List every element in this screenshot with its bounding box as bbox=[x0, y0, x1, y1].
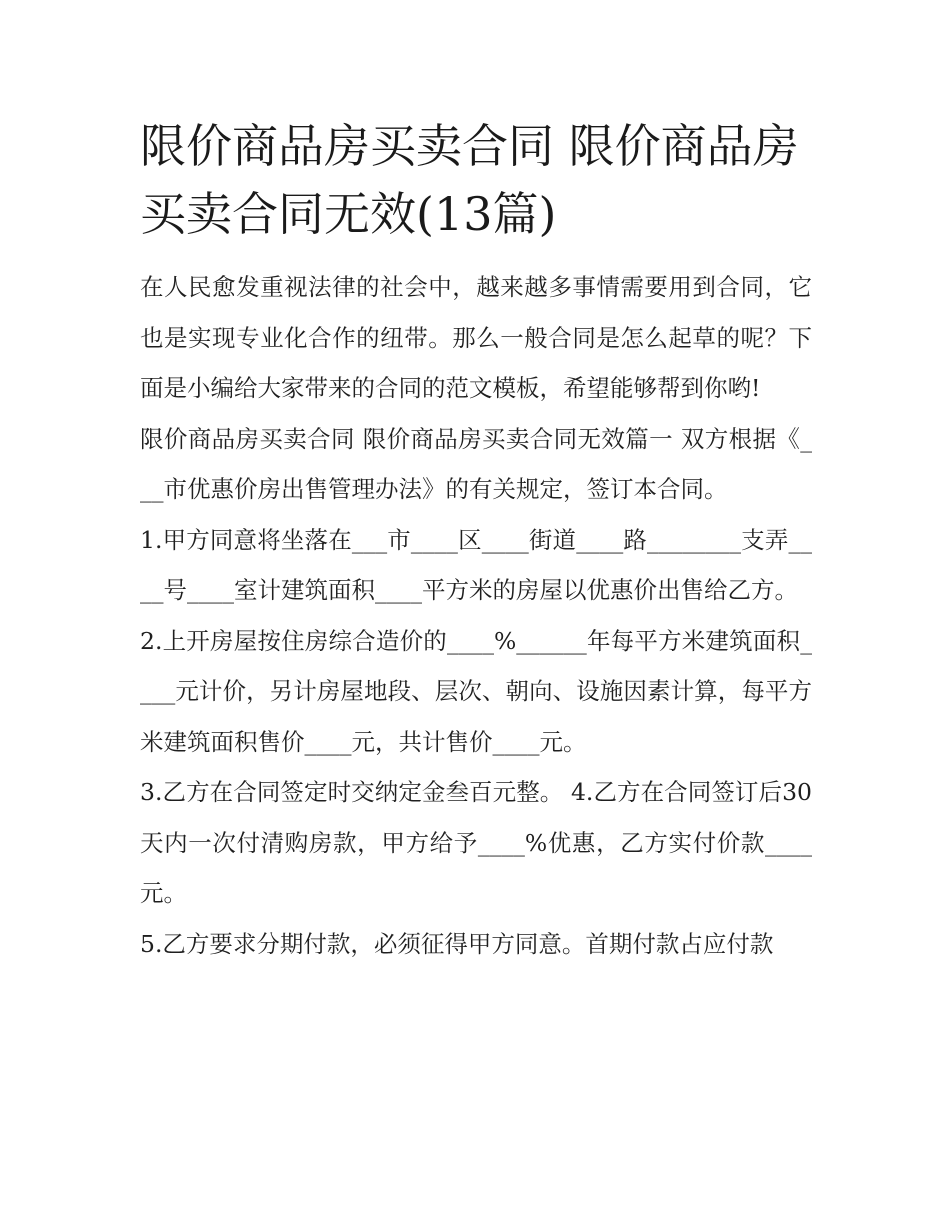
document-title: 限价商品房买卖合同 限价商品房买卖合同无效(13篇) bbox=[140, 119, 799, 241]
clause-3-4-paragraph: 3.乙方在合同签定时交纳定金叁百元整。 4.乙方在合同签订后30天内一次付清购房款，甲方给予____%优惠，乙方实付价款____元。 bbox=[140, 778, 812, 907]
clause-1-paragraph: 1.甲方同意将坐落在___市____区____街道____路________支弄____号____室计建筑面积____平方米的房屋以优惠价出售给乙方。 bbox=[140, 525, 812, 604]
clause-5-paragraph: 5.乙方要求分期付款，必须征得甲方同意。首期付款占应付款 bbox=[140, 929, 774, 958]
intro-paragraph: 在人民愈发重视法律的社会中，越来越多事情需要用到合同，它也是实现专业化合作的纽带。那么一般合同是怎么起草的呢？下面是小编给大家带来的合同的范文模板，希望能够帮到你哟! bbox=[140, 273, 812, 402]
clause-2-paragraph: 2.上开房屋按住房综合造价的____%______年每平方米建筑面积____元计价，另计房屋地段、层次、朝向、设施因素计算，每平方米建筑面积售价____元，共计售价____元。 bbox=[140, 626, 812, 756]
document-body bbox=[140, 112, 812, 969]
contract-heading-paragraph: 限价商品房买卖合同 限价商品房买卖合同无效篇一 双方根据《___市优惠价房出售管理办法》的有关规定，签订本合同。 bbox=[140, 424, 812, 503]
